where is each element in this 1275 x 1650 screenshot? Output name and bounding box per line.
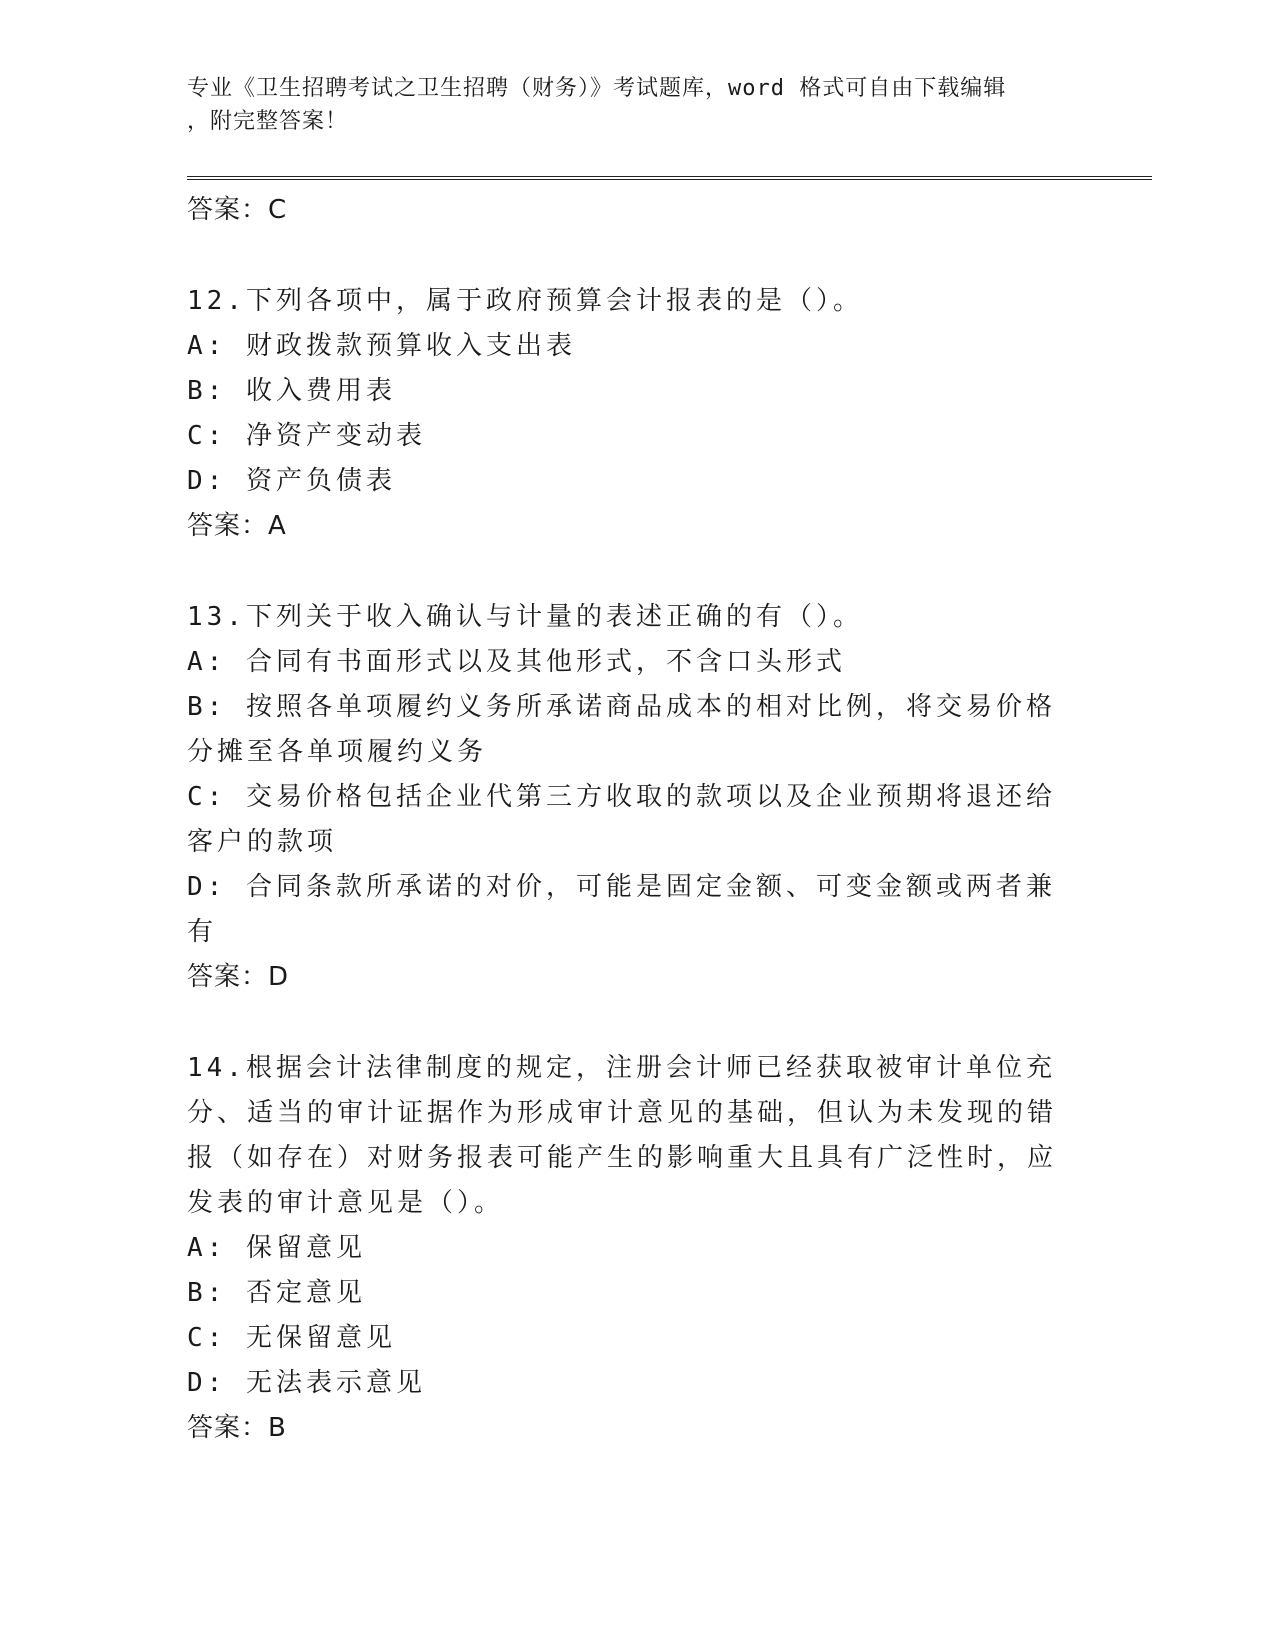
document-header bbox=[187, 72, 1067, 138]
answer-line: 答案：B bbox=[187, 1413, 287, 1443]
question-13 bbox=[187, 595, 1077, 1000]
option-b: B: 收入费用表 bbox=[187, 376, 396, 406]
option-b: B: 按照各单项履约义务所承诺商品成本的相对比例，将交易价格分摊至各单项履约义务 bbox=[187, 692, 1056, 767]
option-b: B: 否定意见 bbox=[187, 1278, 366, 1308]
option-c: C: 交易价格包括企业代第三方收取的款项以及企业预期将退还给客户的款项 bbox=[187, 782, 1056, 857]
option-d: D: 无法表示意见 bbox=[187, 1368, 426, 1398]
option-a: A: 保留意见 bbox=[187, 1233, 366, 1263]
question-12 bbox=[187, 279, 1077, 549]
option-a: A: 合同有书面形式以及其他形式，不含口头形式 bbox=[187, 647, 846, 677]
header-line-2: ，附完整答案！ bbox=[187, 109, 349, 134]
question-text: 13.下列关于收入确认与计量的表述正确的有（）。 bbox=[187, 602, 863, 632]
header-divider bbox=[187, 176, 1152, 180]
option-d: D: 合同条款所承诺的对价，可能是固定金额、可变金额或两者兼有 bbox=[187, 872, 1056, 947]
question-text: 14.根据会计法律制度的规定，注册会计师已经获取被审计单位充分、适当的审计证据作为形成审计意见的基础，但认为未发现的错报（如存在）对财务报表可能产生的影响重大且具有广泛性时，应发表的审计意见是（）。 bbox=[187, 1053, 1058, 1218]
option-d: D: 资产负债表 bbox=[187, 466, 396, 496]
question-text: 12.下列各项中，属于政府预算会计报表的是（）。 bbox=[187, 286, 863, 316]
option-c: C: 无保留意见 bbox=[187, 1323, 396, 1353]
option-a: A: 财政拨款预算收入支出表 bbox=[187, 331, 576, 361]
option-c: C: 净资产变动表 bbox=[187, 421, 426, 451]
question-14 bbox=[187, 1046, 1077, 1451]
previous-answer: 答案：C bbox=[187, 195, 288, 225]
answer-line: 答案：A bbox=[187, 511, 287, 541]
header-line-1: 专业《卫生招聘考试之卫生招聘（财务）》考试题库，word 格式可自由下载编辑 bbox=[187, 76, 1007, 101]
answer-line: 答案：D bbox=[187, 962, 290, 992]
document-body bbox=[187, 188, 1077, 1451]
